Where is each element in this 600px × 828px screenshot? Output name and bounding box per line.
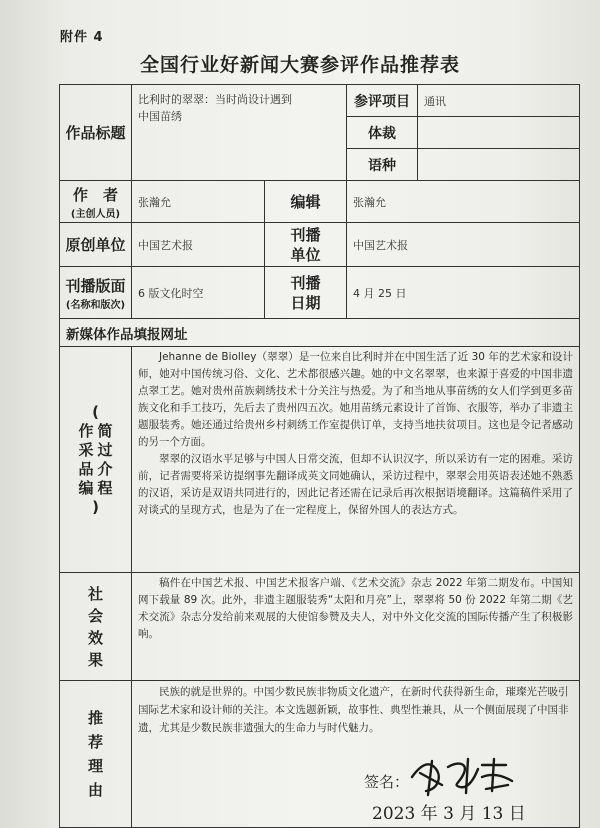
author-label: 作 者 (主创人员): [60, 181, 132, 223]
genre-label: 体裁: [347, 117, 418, 148]
annex-label: 附件 4: [60, 30, 104, 45]
genre-value[interactable]: [418, 117, 424, 148]
work-title-cell[interactable]: [132, 85, 347, 181]
new-media-row[interactable]: [60, 319, 580, 347]
original-unit-value[interactable]: 中国艺术报: [132, 223, 265, 267]
author-value[interactable]: 张瀚允: [132, 181, 265, 223]
editor-label: 编辑: [265, 181, 347, 223]
handwritten-signature: [408, 755, 518, 797]
new-media-value: [188, 329, 194, 342]
publish-date-label: 刊播 日期: [265, 267, 347, 319]
category-row: [347, 85, 580, 117]
signature-date: 2023 年 3 月 13 日: [372, 804, 526, 824]
language-value[interactable]: [418, 149, 424, 180]
category-label: 参评项目: [347, 85, 418, 116]
language-label: 语种: [347, 149, 418, 180]
publish-unit-label: 刊播 单位: [265, 223, 347, 267]
publish-page-label: 刊播版面 (名称和版次): [60, 267, 132, 319]
work-title-value: 比利时的翠翠：当时尚设计遇到中国苗绣: [138, 93, 292, 123]
effect-paragraph: 稿件在中国艺术报、中国艺术报客户端、《艺术交流》杂志 2022 年第二期发布。中国知网下载量 89 次。此外，非遗主题服装秀“太阳和月亮”上，翠翠将 50 份 2022 年第二期《艺术交流》杂志分发给前来观展的大使馆参赞及夫人，对中外文化交流的国际传播产生了积极影响。: [138, 577, 573, 640]
editor-value[interactable]: 张瀚允: [347, 181, 580, 223]
intro-text-cell[interactable]: [132, 347, 580, 573]
intro-paragraph-1: Jehanne de Biolley（翠翠）是一位来自比利时并在中国生活了近 30 年的艺术家和设计师，她对中国传统习俗、文化、艺术都很感兴趣。她的中文名翠翠，也来源于喜爱的中国非遗点翠工艺。她对贵州苗族刺绣技术十分关注与热爱。为了和当地从事苗绣的女人们学到更多苗族文化和手工技巧，先后去了贵州四五次。她用苗绣元素设计了首饰、衣服等，举办了非遗主题服装秀。她还通过给贵州乡村刺绣工作室提供订单，支持当地扶贫项目。这也是令记者感动的另一个方面。: [138, 351, 573, 448]
recommendation-form: [59, 84, 580, 828]
work-title-label: 作品标题: [60, 85, 132, 181]
new-media-label: 新媒体作品填报网址: [66, 326, 188, 343]
intro-paragraph-2: 翠翠的汉语水平足够与中国人日常交流，但却不认识汉字，所以采访有一定的困难。采访前，记者需要将采访提纲事先翻译成英文同她确认，采访过程中，翠翠会用英语表述她不熟悉的汉语，采访是双语共同进行的，因此记者还需在记录后再次根据语境翻译。这篇稿件采用了对谈式的呈现方式，也是为了在一定程度上，保留外国人的表达方式。: [138, 453, 573, 516]
genre-row: [347, 117, 580, 149]
intro-label: ( 作 采 品 编 简 过 介 程 ): [60, 347, 132, 573]
original-unit-label: 原创单位: [60, 223, 132, 267]
publish-date-value[interactable]: 4 月 25 日: [347, 267, 580, 319]
effect-label: 社 会 效 果: [60, 573, 132, 681]
publish-page-value[interactable]: 6 版文化时空: [132, 267, 265, 319]
language-row: [347, 149, 580, 181]
signature-label: 签名：: [364, 773, 410, 791]
reason-label: 推 荐 理 由: [60, 681, 132, 828]
reason-cell[interactable]: [132, 681, 580, 828]
reason-paragraph: 民族的就是世界的。中国少数民族非物质文化遗产，在新时代获得新生命，璀璨光芒吸引国际艺术家和设计师的关注。本文选题新颖，故事性、典型性兼具，从一个侧面展现了中国非遗，尤其是少数民族非遗强大的生命力与时代魅力。: [138, 686, 569, 734]
form-title: 全国行业好新闻大赛参评作品推荐表: [139, 54, 460, 76]
effect-text-cell[interactable]: [132, 573, 580, 681]
publish-unit-value[interactable]: 中国艺术报: [347, 223, 580, 267]
category-value[interactable]: 通讯: [424, 94, 446, 108]
